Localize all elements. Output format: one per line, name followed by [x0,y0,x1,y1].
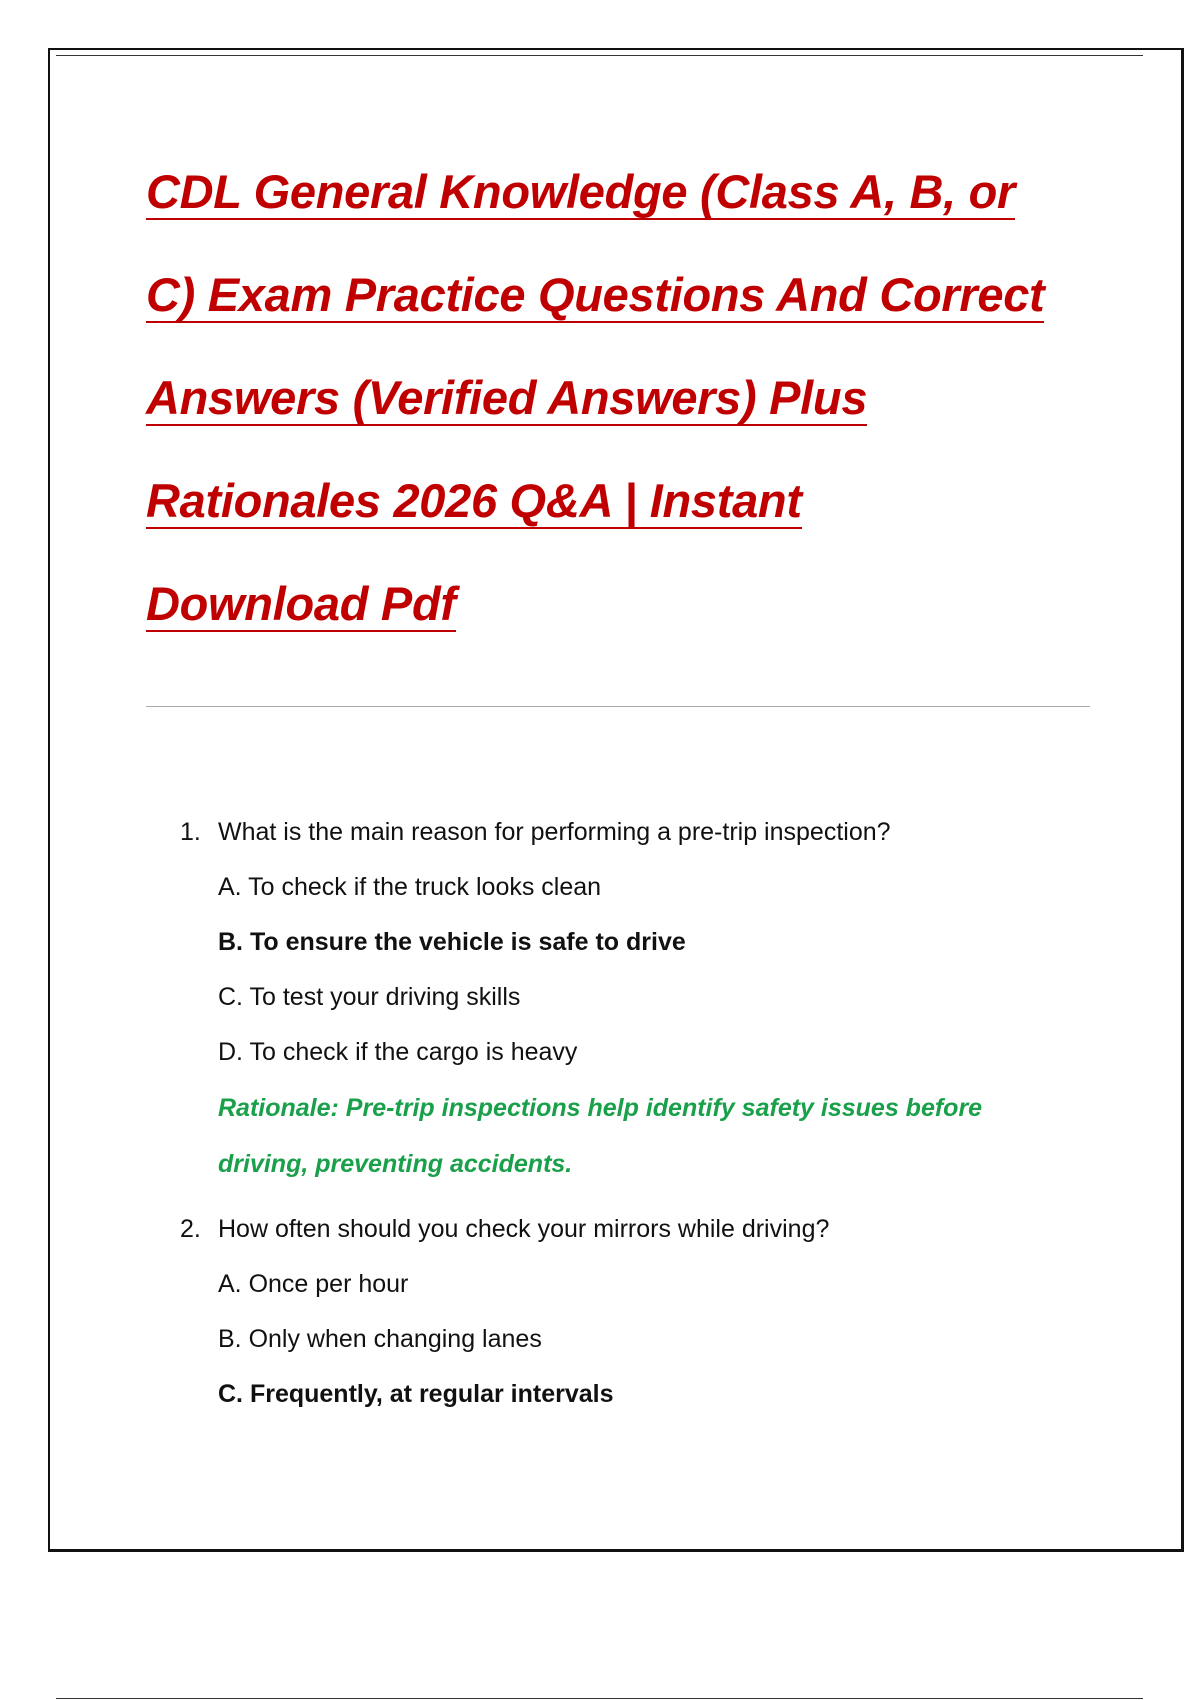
title-line: C) Exam Practice Questions And Correct [146,268,1045,321]
title-line: Rationales 2026 Q&A | Instant [146,474,802,527]
answer-option: A. Once per hour [218,1270,409,1298]
question-text [180,1202,1100,1257]
title-line: CDL General Knowledge (Class A, B, or [146,165,1016,218]
rationale-text: driving, preventing accidents. [218,1150,573,1178]
question-item [180,1202,1100,1422]
answer-option-correct: C. Frequently, at regular intervals [218,1380,614,1408]
header-rule [56,55,1143,56]
question-text [180,805,1100,860]
answer-option: D. To check if the cargo is heavy [218,1038,578,1066]
answer-option-correct: B. To ensure the vehicle is safe to drive [218,928,686,956]
section-divider [146,706,1090,707]
answer-option: B. Only when changing lanes [218,1325,542,1353]
question-item [180,805,1100,1192]
question-prompt: How often should you check your mirrors while driving? [218,1215,830,1243]
answer-option: A. To check if the truck looks clean [218,873,602,901]
next-page-rule [56,1698,1143,1699]
rationale-text: Rationale: Pre-trip inspections help identify safety issues before [218,1094,983,1122]
question-prompt: What is the main reason for performing a pre-trip inspection? [218,818,891,846]
question-number: 2. [180,1215,201,1243]
document-title [146,140,1106,655]
title-line: Download Pdf [146,577,456,630]
question-number: 1. [180,818,201,846]
title-line: Answers (Verified Answers) Plus [146,371,868,424]
answer-option: C. To test your driving skills [218,983,521,1011]
question-list [180,805,1100,1422]
question-spacer [180,1192,1100,1202]
